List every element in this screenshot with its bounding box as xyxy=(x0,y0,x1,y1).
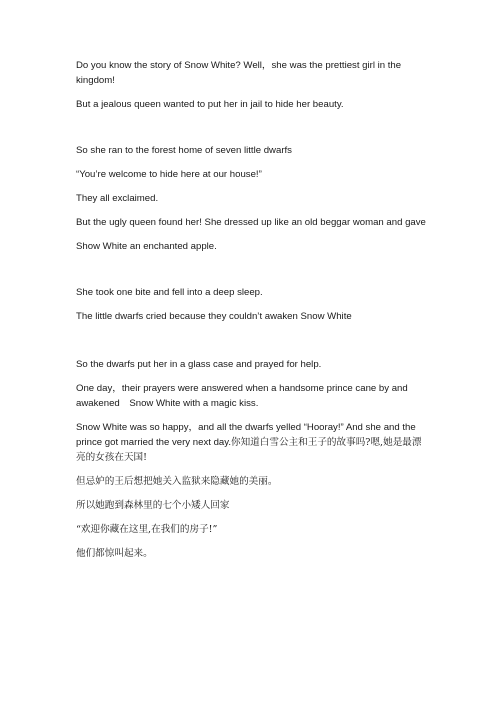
paragraph-4: “You’re welcome to hide here at our house!” xyxy=(76,169,262,180)
paragraph-2: But a jealous queen wanted to put her in jail to hide her beauty. xyxy=(76,99,344,110)
paragraph-6: But the ugly queen found her! She dressed up like an old beggar woman and gave xyxy=(76,217,426,228)
chinese-paragraph-3: “欢迎你藏在这里,在我们的房子!” xyxy=(76,524,218,535)
paragraph-5: They all exclaimed. xyxy=(76,193,159,204)
paragraph-3: So she ran to the forest home of seven little dwarfs xyxy=(76,145,292,156)
paragraph-12-chinese: 你知道白雪公主和王子的故事吗?嗯,她是最漂亮的女孩在天国! xyxy=(76,437,422,463)
paragraph-9: The little dwarfs cried because they couldn’t awaken Snow White xyxy=(76,311,352,322)
chinese-paragraph-1: 但忌妒的王后想把她关入监狱来隐藏她的美丽。 xyxy=(76,476,278,487)
paragraph-7: Show White an enchanted apple. xyxy=(76,241,217,252)
paragraph-12-english: Snow White was so happy，and all the dwarfs yelled “Hooray!” And she and the prince got married the very next day. xyxy=(76,422,416,448)
paragraph-8: She took one bite and fell into a deep sleep. xyxy=(76,287,263,298)
paragraph-10: So the dwarfs put her in a glass case and prayed for help. xyxy=(76,359,322,370)
story-text xyxy=(76,58,428,570)
spacer xyxy=(76,121,428,143)
paragraph-11: One day，their prayers were answered when a handsome prince cane by and awakened Snow White with a magic kiss. xyxy=(76,383,408,409)
spacer xyxy=(76,333,428,357)
paragraph-1: Do you know the story of Snow White? Well，she was the prettiest girl in the kingdom! xyxy=(76,60,402,86)
chinese-paragraph-4: 他们都惊叫起来。 xyxy=(76,548,153,559)
chinese-paragraph-2: 所以她跑到森林里的七个小矮人回家 xyxy=(76,500,230,511)
paragraph-12 xyxy=(76,420,428,465)
spacer xyxy=(76,263,428,285)
